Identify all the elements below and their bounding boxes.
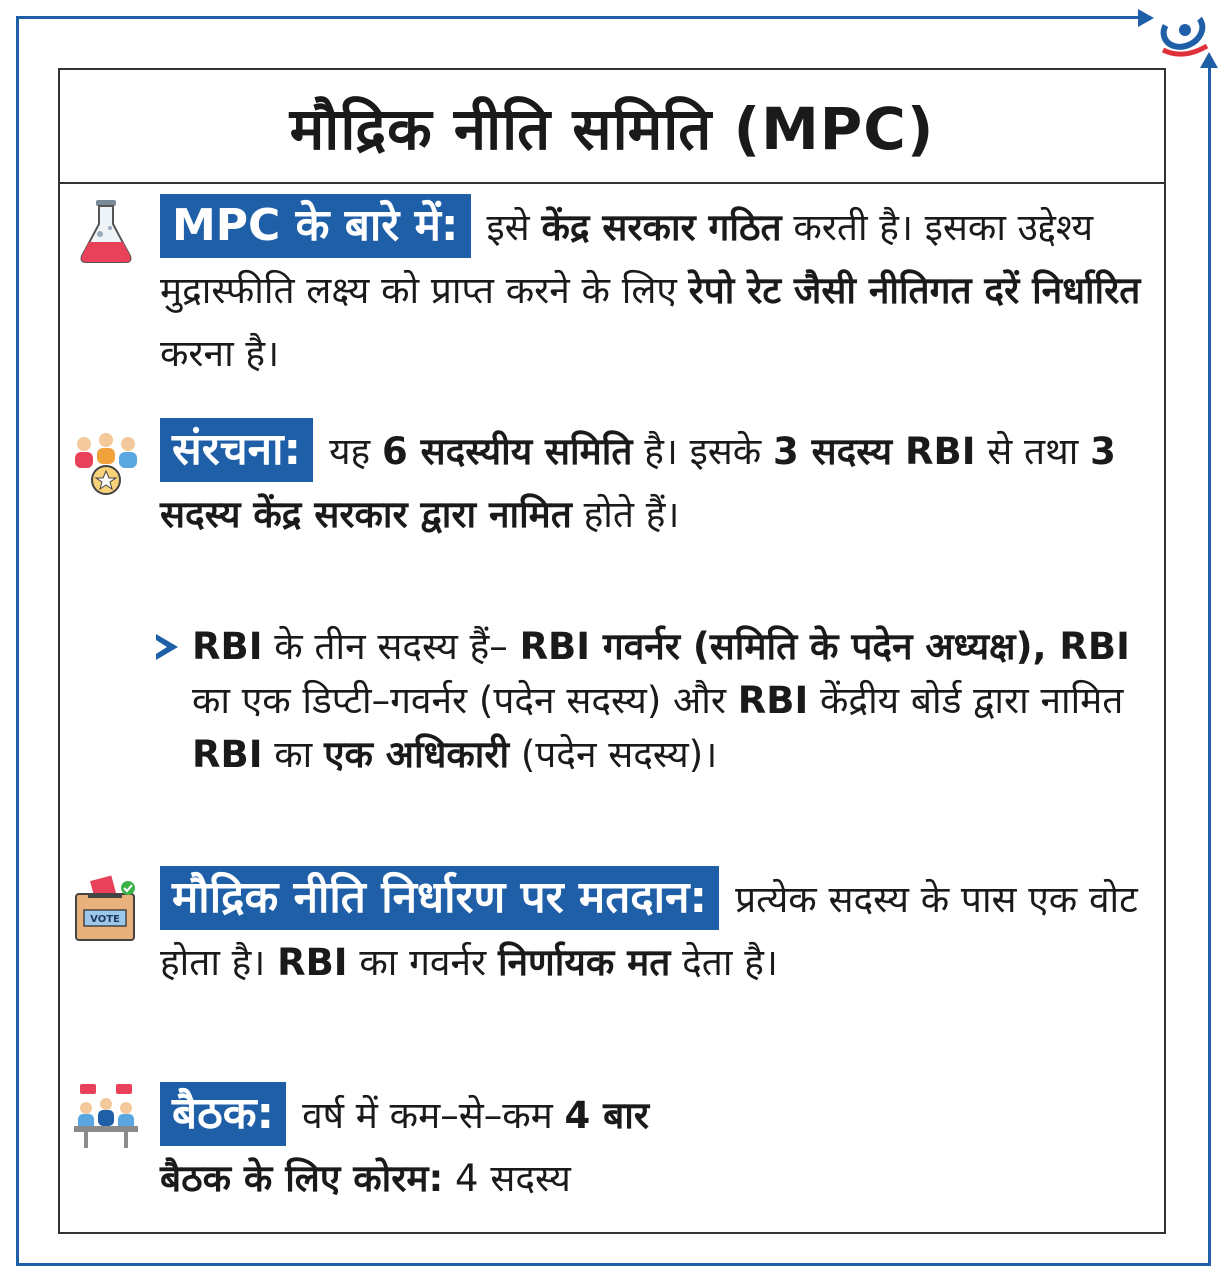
structure-bold-2: 3 सदस्य RBI	[773, 430, 976, 473]
meeting-table-icon	[70, 1080, 142, 1152]
bullet-arrow-icon	[156, 634, 178, 660]
structure-bold-3: 3 सदस्य केंद्र सरकार द्वारा नामित	[160, 430, 1116, 536]
bullet-bold-1: RBI	[192, 625, 263, 668]
about-heading: MPC के बारे में:	[160, 194, 471, 258]
about-bold-1: केंद्र सरकार गठित	[541, 206, 782, 249]
meeting-heading: बैठक:	[160, 1082, 286, 1146]
meeting-text-1: वर्ष में कम–से–कम	[302, 1094, 565, 1137]
frame-top-line	[16, 16, 1151, 19]
about-text-3: करना है।	[160, 332, 280, 375]
about-paragraph	[160, 194, 1150, 385]
meeting-paragraph	[160, 1082, 1150, 1210]
voting-bold-2: निर्णायक मत	[497, 941, 671, 984]
page-title: मौद्रिक नीति समिति (MPC)	[289, 94, 935, 163]
voting-heading: मौद्रिक नीति निर्धारण पर मतदान:	[160, 866, 719, 930]
bullet-text-4: का	[262, 733, 324, 776]
bullet-bold-4: RBI	[192, 733, 263, 776]
bullet-text-2: का एक डिप्टी–गवर्नर (पदेन सदस्य) और	[192, 679, 738, 722]
voting-bold-1: RBI	[277, 941, 348, 984]
structure-heading: संरचना:	[160, 418, 313, 482]
flask-icon	[70, 196, 142, 268]
brand-logo-icon	[1155, 10, 1211, 58]
meeting-quorum-value: 4 सदस्य	[443, 1157, 571, 1200]
frame-right-line	[1208, 62, 1211, 1266]
structure-text-3: से तथा	[975, 430, 1091, 473]
bullet-text-3: केंद्रीय बोर्ड द्वारा नामित	[808, 679, 1124, 722]
voting-text-1: प्रत्येक सदस्य के पास एक वोट होता है।	[160, 878, 1138, 984]
about-text-2: करती है। इसका उद्देश्य मुद्रास्फीति लक्ष्य को प्राप्त करने के लिए	[160, 206, 1094, 312]
ballot-box-label: VOTE	[90, 914, 120, 925]
structure-text-2: है। इसके	[632, 430, 773, 473]
meeting-quorum-label: बैठक के लिए कोरम:	[160, 1157, 444, 1200]
about-text-1: इसे	[486, 206, 542, 249]
structure-bold-1: 6 सदस्यीय समिति	[381, 430, 633, 473]
voting-text-2: का गवर्नर	[347, 941, 498, 984]
title-bar	[60, 70, 1164, 184]
structure-bullet	[156, 620, 1150, 782]
meeting-bold-1: 4 बार	[564, 1094, 650, 1137]
bullet-bold-3: RBI	[737, 679, 809, 722]
voting-text-3: देता है।	[670, 941, 778, 984]
structure-paragraph	[160, 418, 1150, 546]
about-bold-2: रेपो रेट जैसी नीतिगत दरें निर्धारित	[688, 269, 1141, 312]
bullet-text-1: के तीन सदस्य हैं–	[262, 625, 520, 668]
structure-text-1: यह	[329, 430, 382, 473]
content-card	[58, 68, 1166, 1234]
arrow-right-icon	[1138, 9, 1154, 27]
structure-text-4: होते हैं।	[571, 493, 680, 536]
bullet-bold-5: एक अधिकारी	[324, 733, 510, 776]
ballot-box-icon	[70, 874, 142, 946]
bullet-text-5: (पदेन सदस्य)।	[509, 733, 718, 776]
bullet-bold-2: RBI गवर्नर (समिति के पदेन अध्यक्ष), RBI	[519, 625, 1130, 668]
group-members-icon	[70, 426, 142, 498]
voting-paragraph	[160, 866, 1150, 994]
